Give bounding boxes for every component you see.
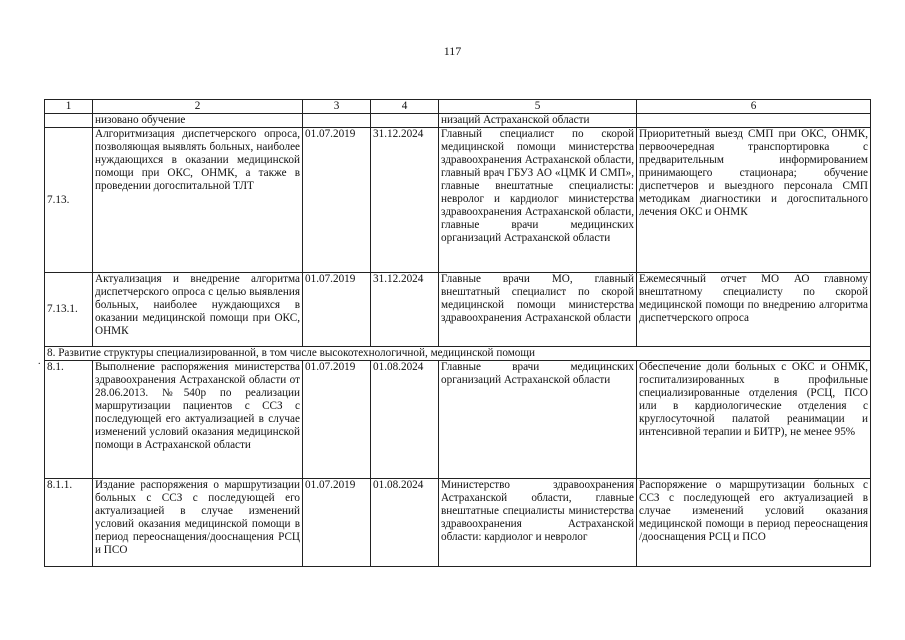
result-text: Приоритетный выезд СМП при ОКС, ОНМК, первоочередная транспортировка с предварительным информированием принимающего стационара; обучение диспетчеров и выездного персонала СМП методикам диагностики и догоспитального лечения ОКС и ОНМК [637, 128, 871, 273]
start-date: 01.07.2019 [303, 479, 371, 567]
responsible-text: низаций Астраханской области [439, 114, 637, 128]
empty-cell [637, 114, 871, 128]
table-row [45, 479, 871, 567]
task-text: Выполнение распоряжения министерства здравоохранения Астраханской области от 28.06.2013. №540р по реализации маршрутизации пациентов с ССЗ с последующей его актуализацией в случае изменений условий оказания медицинской помощи в Астраханской области [93, 361, 303, 479]
section-title: 8. Развитие структуры специализированной, в том числе высокотехнологичной, медицинской помощи [45, 347, 871, 361]
responsible-text: Главные врачи медицинских организаций Астраханской области [439, 361, 637, 479]
page-number: 117 [443, 44, 462, 58]
start-date: 01.07.2019 [303, 128, 371, 273]
empty-cell [303, 114, 371, 128]
table-row [45, 128, 871, 273]
header-cell: 6 [637, 100, 871, 114]
end-date: 01.08.2024 [371, 361, 439, 479]
header-cell: 1 [45, 100, 93, 114]
task-text: Актуализация и внедрение алгоритма диспетчерского опроса с целью выявления больных, наиболее нуждающихся в оказании медицинской помощи при ОКС, ОНМК [93, 273, 303, 347]
table-row [45, 361, 871, 479]
start-date: 01.07.2019 [303, 273, 371, 347]
empty-cell [371, 114, 439, 128]
plan-table [44, 99, 871, 567]
end-date: 01.08.2024 [371, 479, 439, 567]
end-date: 31.12.2024 [371, 273, 439, 347]
header-cell: 3 [303, 100, 371, 114]
header-cell: 4 [371, 100, 439, 114]
responsible-text: Главный специалист по скорой медицинской помощи министерства здравоохранения Астраханской области, главный врач ГБУЗ АО «ЦМК И СМП», главные внештатные специалисты: невролог и кардиолог министерства здравоохранения Астраханской области, главные врачи медицинских организаций Астраханской области [439, 128, 637, 273]
row-number: 7.13. [45, 128, 93, 273]
margin-mark: . [38, 356, 41, 367]
start-date: 01.07.2019 [303, 361, 371, 479]
continuation-row [45, 114, 871, 128]
row-number: 8.1.1. [45, 479, 93, 567]
result-text: Распоряжение о маршрутизации больных с ССЗ с последующей его актуализацией в случае изменений условий оказания медицинской помощи в период переоснащения /дооснащения РСЦ и ПСО [637, 479, 871, 567]
header-cell: 2 [93, 100, 303, 114]
row-number: 8.1. [45, 361, 93, 479]
task-text: Алгоритмизация диспетчерского опроса, позволяющая выявлять больных, наиболее нуждающихся в оказании медицинской помощи при ОКС, ОНМК, а также в проведении догоспитальной ТЛТ [93, 128, 303, 273]
result-text: Обеспечение доли больных с ОКС и ОНМК, госпитализированных в профильные специализированные отделения (РСЦ, ПСО или в кардиологические отделения с круглосуточной палатой реанимации и интенсивной терапии и БИТР), не менее 95% [637, 361, 871, 479]
empty-cell [45, 114, 93, 128]
result-text: Ежемесячный отчет МО АО главному внештатному специалисту по скорой медицинской помощи по внедрению алгоритма диспетчерского опроса [637, 273, 871, 347]
responsible-text: Главные врачи МО, главный внештатный специалист по скорой медицинской помощи министерства здравоохранения Астраханской области [439, 273, 637, 347]
section-row [45, 347, 871, 361]
responsible-text: Министерство здравоохранения Астраханской области, главные внештатные специалисты министерства здравоохранения Астраханской области: кардиолог и невролог [439, 479, 637, 567]
end-date: 31.12.2024 [371, 128, 439, 273]
table-row [45, 273, 871, 347]
header-cell: 5 [439, 100, 637, 114]
task-text: Издание распоряжения о маршрутизации больных с ССЗ с последующей его актуализацией в случае изменений условий оказания медицинской помощи в период переоснащения/дооснащения РСЦ и ПСО [93, 479, 303, 567]
row-number: 7.13.1. [45, 273, 93, 347]
task-text: низовано обучение [93, 114, 303, 128]
header-row [45, 100, 871, 114]
